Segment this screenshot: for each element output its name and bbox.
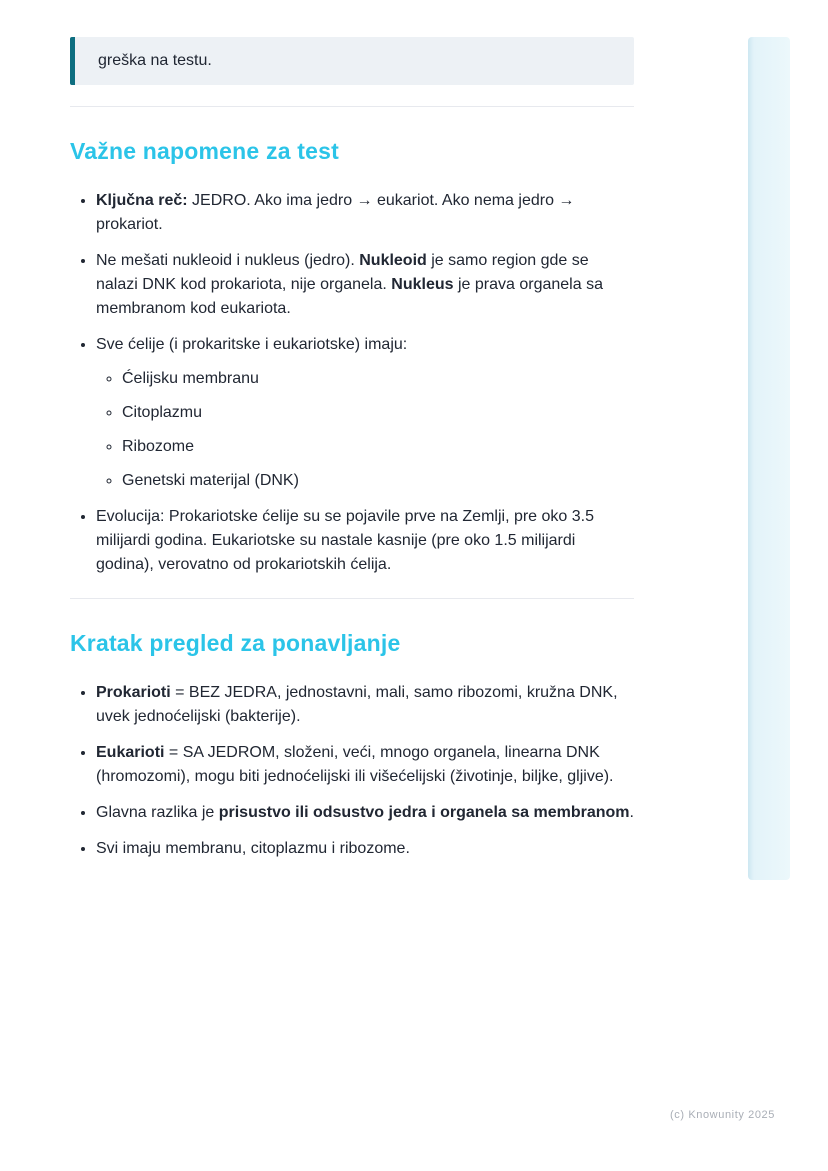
- section-divider: [70, 106, 634, 107]
- list-item: [96, 836, 634, 861]
- body-text: je prava organela sa membranom kod eukariota.: [96, 276, 603, 317]
- section-divider: [70, 598, 634, 599]
- list-item: [96, 504, 634, 577]
- list-item: [96, 248, 634, 321]
- body-text: = SA JEDROM, složeni, veći, mnogo organela, linearna DNK (hromozomi), mogu biti jednoćelijski ili višećelijski (životinje, biljke, gljive).: [96, 744, 614, 785]
- body-text: je samo region gde se nalazi DNK kod prokariota, nije organela.: [96, 252, 589, 293]
- list-item: [96, 332, 634, 493]
- body-text: Evolucija: Prokariotske ćelije su se pojavile prve na Zemlji, pre oko 3.5 milijardi godina. Eukariotske su nastale kasnije (pre oko 1.5 milijardi godina), verovatno od prokariotskih ćelija.: [96, 508, 595, 573]
- section-heading: Važne napomene za test: [70, 138, 339, 164]
- sub-list-item: ◦ Citoplazmu: [122, 401, 634, 425]
- list-item: [96, 680, 634, 729]
- right-accent-bar: [748, 37, 790, 880]
- bullet-list: [70, 680, 634, 861]
- footer-copyright: (c) Knowunity 2025: [670, 1109, 775, 1121]
- document-content: [70, 0, 634, 872]
- bold-text: Nukleus: [391, 276, 454, 293]
- body-text: .: [629, 804, 634, 821]
- bullet-list: [70, 188, 634, 577]
- body-text: Ne mešati nukleoid i nukleus (jedro).: [96, 252, 360, 269]
- body-text: Glavna razlika je: [96, 804, 219, 821]
- bold-text: Eukarioti: [96, 744, 165, 761]
- list-item: [96, 800, 634, 825]
- body-text: Svi imaju membranu, citoplazmu i ribozome.: [96, 840, 410, 857]
- section-heading: Kratak pregled za ponavljanje: [70, 630, 401, 656]
- callout: [70, 37, 634, 85]
- bold-text: Prokarioti: [96, 684, 171, 701]
- sections-container: [70, 106, 634, 861]
- body-text: Sve ćelije (i prokaritske i eukariotske) imaju:: [96, 336, 408, 353]
- bold-text: Ključna reč:: [96, 192, 188, 209]
- body-text: = BEZ JEDRA, jednostavni, mali, samo ribozomi, kružna DNK, uvek jednoćelijski (bakterije).: [96, 684, 618, 725]
- list-item: [96, 740, 634, 789]
- sub-list-item: ◦ Genetski materijal (DNK): [122, 469, 634, 493]
- callout-text: greška na testu.: [98, 52, 212, 69]
- sub-bullet-list: [96, 367, 634, 493]
- bold-text: prisustvo ili odsustvo jedra i organela sa membranom: [218, 804, 630, 821]
- body-text: JEDRO. Ako ima jedro → eukariot. Ako nema jedro → prokariot.: [96, 192, 575, 233]
- sub-list-item: ◦ Ćelijsku membranu: [122, 367, 634, 391]
- bold-text: Nukleoid: [359, 252, 427, 269]
- list-item: [96, 188, 634, 237]
- sub-list-item: ◦ Ribozome: [122, 435, 634, 459]
